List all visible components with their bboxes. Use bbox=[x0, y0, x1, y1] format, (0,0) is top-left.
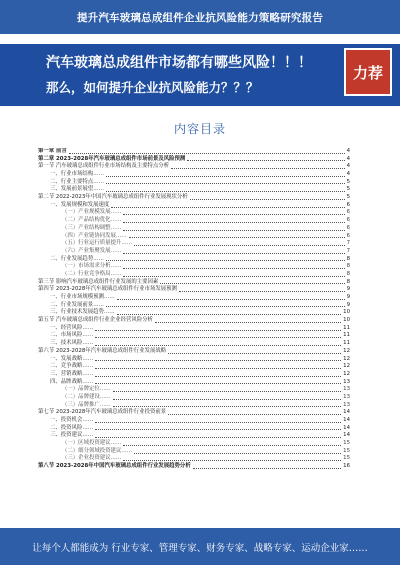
toc-page-number: 9 bbox=[346, 301, 350, 308]
toc-page-number: 15 bbox=[343, 455, 350, 462]
toc-page-number: 13 bbox=[343, 386, 350, 393]
toc-leader-dots bbox=[111, 207, 344, 208]
toc-entry-text: （五）行业运行质量提升…… bbox=[62, 240, 133, 247]
toc-entry-text: 一、行业市场规模预测…… bbox=[50, 294, 115, 301]
toc-leader-dots bbox=[117, 314, 341, 315]
toc-entry[interactable] bbox=[38, 432, 350, 440]
toc-leader-dots bbox=[95, 383, 341, 384]
table-of-contents bbox=[38, 148, 350, 513]
toc-leader-dots bbox=[123, 214, 344, 215]
toc-page-number: 13 bbox=[343, 401, 350, 408]
toc-entry-text: 三、营销战略…… bbox=[50, 370, 94, 377]
toc-entry-text: 第二节 2022-2023年中国汽车玻璃总成组件行业发展现状分析 bbox=[38, 194, 188, 201]
banner-headline: 汽车玻璃总成组件市场都有哪些风险！！！ bbox=[46, 55, 312, 71]
toc-page-number: 6 bbox=[346, 224, 350, 231]
toc-leader-dots bbox=[134, 245, 344, 246]
toc-entry-text: 第八节 2023-2028年中国汽车玻璃总成组件行业发展趋势分析 bbox=[38, 463, 191, 470]
toc-leader-dots bbox=[95, 360, 341, 361]
toc-page-number: 15 bbox=[343, 440, 350, 447]
banner-subheadline: 那么，如何提升企业抗风险能力？？？ bbox=[46, 80, 259, 95]
toc-leader-dots bbox=[129, 237, 345, 238]
toc-leader-dots bbox=[171, 168, 344, 169]
toc-leader-dots bbox=[95, 429, 341, 430]
toc-page-number: 8 bbox=[346, 255, 350, 262]
toc-leader-dots bbox=[134, 453, 341, 454]
toc-page-number: 12 bbox=[343, 355, 350, 362]
toc-title: 内容目录 bbox=[173, 122, 226, 136]
toc-page-number: 8 bbox=[346, 278, 350, 285]
toc-entry[interactable] bbox=[38, 163, 350, 171]
toc-leader-dots bbox=[123, 230, 344, 231]
toc-entry[interactable] bbox=[38, 263, 350, 271]
toc-leader-dots bbox=[113, 391, 342, 392]
toc-entry-text: （三）企业投资建议…… bbox=[62, 455, 122, 462]
toc-leader-dots bbox=[123, 268, 344, 269]
toc-entry-text: 二、竞争战略…… bbox=[50, 363, 94, 370]
toc-entry-text: 一、行业市场结构…… bbox=[50, 171, 104, 178]
toc-leader-dots bbox=[113, 399, 342, 400]
toc-page-number: 5 bbox=[346, 194, 350, 201]
toc-leader-dots bbox=[117, 299, 345, 300]
toc-page-number: 12 bbox=[343, 363, 350, 370]
recommend-seal: 力荐 bbox=[344, 48, 392, 96]
toc-leader-dots bbox=[95, 337, 341, 338]
toc-leader-dots bbox=[187, 160, 344, 161]
toc-leader-dots bbox=[179, 291, 345, 292]
toc-leader-dots bbox=[168, 414, 341, 415]
toc-entry[interactable] bbox=[38, 217, 350, 225]
toc-entry-text: 二、市场风险…… bbox=[50, 332, 94, 339]
toc-entry[interactable] bbox=[38, 417, 350, 425]
toc-page-number: 4 bbox=[346, 171, 350, 178]
toc-page-number: 14 bbox=[343, 424, 350, 431]
toc-page-number: 16 bbox=[343, 463, 350, 470]
toc-entry-text: 三、技术风险…… bbox=[50, 340, 94, 347]
toc-page-number: 11 bbox=[343, 340, 350, 347]
toc-entry[interactable] bbox=[38, 409, 350, 417]
toc-page-number: 14 bbox=[343, 409, 350, 416]
toc-page-number: 14 bbox=[343, 432, 350, 439]
toc-entry[interactable] bbox=[38, 463, 350, 471]
toc-page-number: 6 bbox=[346, 201, 350, 208]
toc-entry-text: 一、发展战略…… bbox=[50, 355, 94, 362]
toc-entry[interactable] bbox=[38, 194, 350, 202]
toc-page-number: 11 bbox=[343, 324, 350, 331]
toc-entry-text: 二、投资风险…… bbox=[50, 424, 94, 431]
toc-page-number: 7 bbox=[346, 247, 350, 254]
toc-entry[interactable] bbox=[38, 225, 350, 233]
toc-leader-dots bbox=[123, 460, 341, 461]
toc-entry[interactable] bbox=[38, 309, 350, 317]
toc-leader-dots bbox=[190, 199, 345, 200]
toc-page-number: 7 bbox=[346, 240, 350, 247]
toc-entry-text: 三、投资建议…… bbox=[50, 432, 94, 439]
toc-entry[interactable] bbox=[38, 363, 350, 371]
toc-leader-dots bbox=[106, 260, 345, 261]
toc-entry[interactable] bbox=[38, 240, 350, 248]
promo-banner bbox=[0, 44, 400, 106]
toc-entry-text: 第六节 2023-2028年汽车玻璃总成组件行业发展战略 bbox=[38, 347, 167, 354]
toc-entry-text: （二）行业竞争格局…… bbox=[62, 270, 122, 277]
toc-leader-dots bbox=[95, 437, 341, 438]
toc-page-number: 4 bbox=[346, 155, 350, 162]
toc-entry-text: 四、品牌战略…… bbox=[50, 378, 94, 385]
toc-entry-text: （一）区域投资建议…… bbox=[62, 440, 122, 447]
toc-entry[interactable] bbox=[38, 248, 350, 256]
toc-entry-text: （六）产业集聚发展…… bbox=[62, 247, 122, 254]
toc-entry-text: 二、行业发展趋势…… bbox=[50, 255, 104, 262]
toc-leader-dots bbox=[95, 422, 341, 423]
toc-leader-dots bbox=[69, 153, 345, 154]
toc-page-number: 13 bbox=[343, 378, 350, 385]
toc-page-number: 15 bbox=[343, 447, 350, 454]
toc-entry-text: （一）市场需求分析…… bbox=[62, 263, 122, 270]
toc-leader-dots bbox=[95, 376, 341, 377]
toc-entry-text: 第三节 影响汽车玻璃总成组件行业发展的主要因素 bbox=[38, 278, 159, 285]
toc-entry-text: 一、投资机会…… bbox=[50, 417, 94, 424]
toc-page-number: 5 bbox=[346, 186, 350, 193]
toc-entry[interactable] bbox=[38, 286, 350, 294]
toc-entry[interactable] bbox=[38, 440, 350, 448]
toc-leader-dots bbox=[123, 276, 344, 277]
toc-page-number: 9 bbox=[346, 286, 350, 293]
toc-leader-dots bbox=[155, 322, 341, 323]
toc-leader-dots bbox=[106, 191, 345, 192]
toc-entry-text: （三）产业结构调整…… bbox=[62, 224, 122, 231]
toc-page-number: 14 bbox=[343, 417, 350, 424]
toc-entry-text: 第二章 2023-2028年汽车玻璃总成组件市场前景及风险预测 bbox=[38, 155, 186, 162]
toc-leader-dots bbox=[123, 222, 344, 223]
toc-entry-text: （二）品牌建设…… bbox=[62, 393, 111, 400]
toc-entry-text: 第五节 汽车玻璃总成组件行业企业经营风险分析 bbox=[38, 317, 153, 324]
toc-leader-dots bbox=[106, 183, 345, 184]
toc-entry-text: （四）产业链协同发展…… bbox=[62, 232, 127, 239]
toc-entry-text: 一、经营风险…… bbox=[50, 324, 94, 331]
toc-page-number: 6 bbox=[346, 217, 350, 224]
toc-page-number: 9 bbox=[346, 294, 350, 301]
toc-page-number: 13 bbox=[343, 393, 350, 400]
toc-entry[interactable] bbox=[38, 386, 350, 394]
toc-entry-text: （三）品牌推广…… bbox=[62, 401, 111, 408]
toc-leader-dots bbox=[95, 345, 341, 346]
toc-page-number: 10 bbox=[343, 317, 350, 324]
toc-entry[interactable] bbox=[38, 294, 350, 302]
footer-bar bbox=[0, 528, 400, 565]
toc-leader-dots bbox=[95, 368, 341, 369]
toc-entry-text: 第七节 2023-2028年汽车玻璃总成组件行业投资前景 bbox=[38, 409, 167, 416]
toc-page-number: 12 bbox=[343, 347, 350, 354]
toc-leader-dots bbox=[106, 176, 345, 177]
toc-entry-text: （二）产品结构优化…… bbox=[62, 217, 122, 224]
toc-entry-text: 一、发展规模和发展速度 bbox=[50, 201, 110, 208]
toc-page-number: 12 bbox=[343, 370, 350, 377]
toc-entry[interactable] bbox=[38, 394, 350, 402]
toc-page-number: 4 bbox=[346, 148, 350, 154]
toc-entry[interactable] bbox=[38, 171, 350, 179]
toc-entry[interactable] bbox=[38, 271, 350, 279]
toc-page-number: 8 bbox=[346, 270, 350, 277]
toc-entry-text: 第一章 前言 bbox=[38, 148, 67, 154]
toc-entry-text: （一）产业规模发展…… bbox=[62, 209, 122, 216]
toc-entry-text: 三、行业技术发展趋势…… bbox=[50, 309, 115, 316]
toc-entry-text: 第一节 汽车玻璃总成组件行业市场结构及主要特点分析 bbox=[38, 163, 170, 170]
toc-page-number: 6 bbox=[346, 209, 350, 216]
toc-entry-text: 第四节 2023-2028年汽车玻璃总成组件行业市场发展预测 bbox=[38, 286, 177, 293]
toc-page-number: 8 bbox=[346, 263, 350, 270]
toc-leader-dots bbox=[113, 406, 342, 407]
toc-entry-text: 三、发展前景展望…… bbox=[50, 186, 104, 193]
report-title: 提升汽车玻璃总成组件企业抗风险能力策略研究报告 bbox=[76, 11, 324, 24]
toc-entry[interactable] bbox=[38, 348, 350, 356]
toc-leader-dots bbox=[95, 330, 341, 331]
report-header-bar bbox=[0, 0, 400, 34]
toc-entry[interactable] bbox=[38, 371, 350, 379]
toc-entry[interactable] bbox=[38, 148, 350, 156]
toc-leader-dots bbox=[168, 353, 341, 354]
toc-entry-text: 二、行业发展前景…… bbox=[50, 301, 104, 308]
toc-leader-dots bbox=[123, 253, 344, 254]
toc-page-number: 11 bbox=[343, 332, 350, 339]
footer-slogan: 让每个人都能成为 行业专家、管理专家、财务专家、战略专家、运动企业家…… bbox=[32, 542, 368, 554]
toc-page-number: 4 bbox=[346, 163, 350, 170]
toc-entry[interactable] bbox=[38, 340, 350, 348]
toc-leader-dots bbox=[106, 306, 345, 307]
toc-entry[interactable] bbox=[38, 317, 350, 325]
toc-page-number: 5 bbox=[346, 178, 350, 185]
toc-entry[interactable] bbox=[38, 186, 350, 194]
toc-entry-text: 二、行业主要特点…… bbox=[50, 178, 104, 185]
toc-entry-text: （一）品牌定位…… bbox=[62, 386, 111, 393]
toc-leader-dots bbox=[193, 468, 341, 469]
toc-page-number: 6 bbox=[346, 232, 350, 239]
toc-leader-dots bbox=[123, 445, 341, 446]
toc-entry-text: （二）细分领域投资建议…… bbox=[62, 447, 133, 454]
toc-leader-dots bbox=[160, 283, 344, 284]
toc-page-number: 10 bbox=[343, 309, 350, 316]
